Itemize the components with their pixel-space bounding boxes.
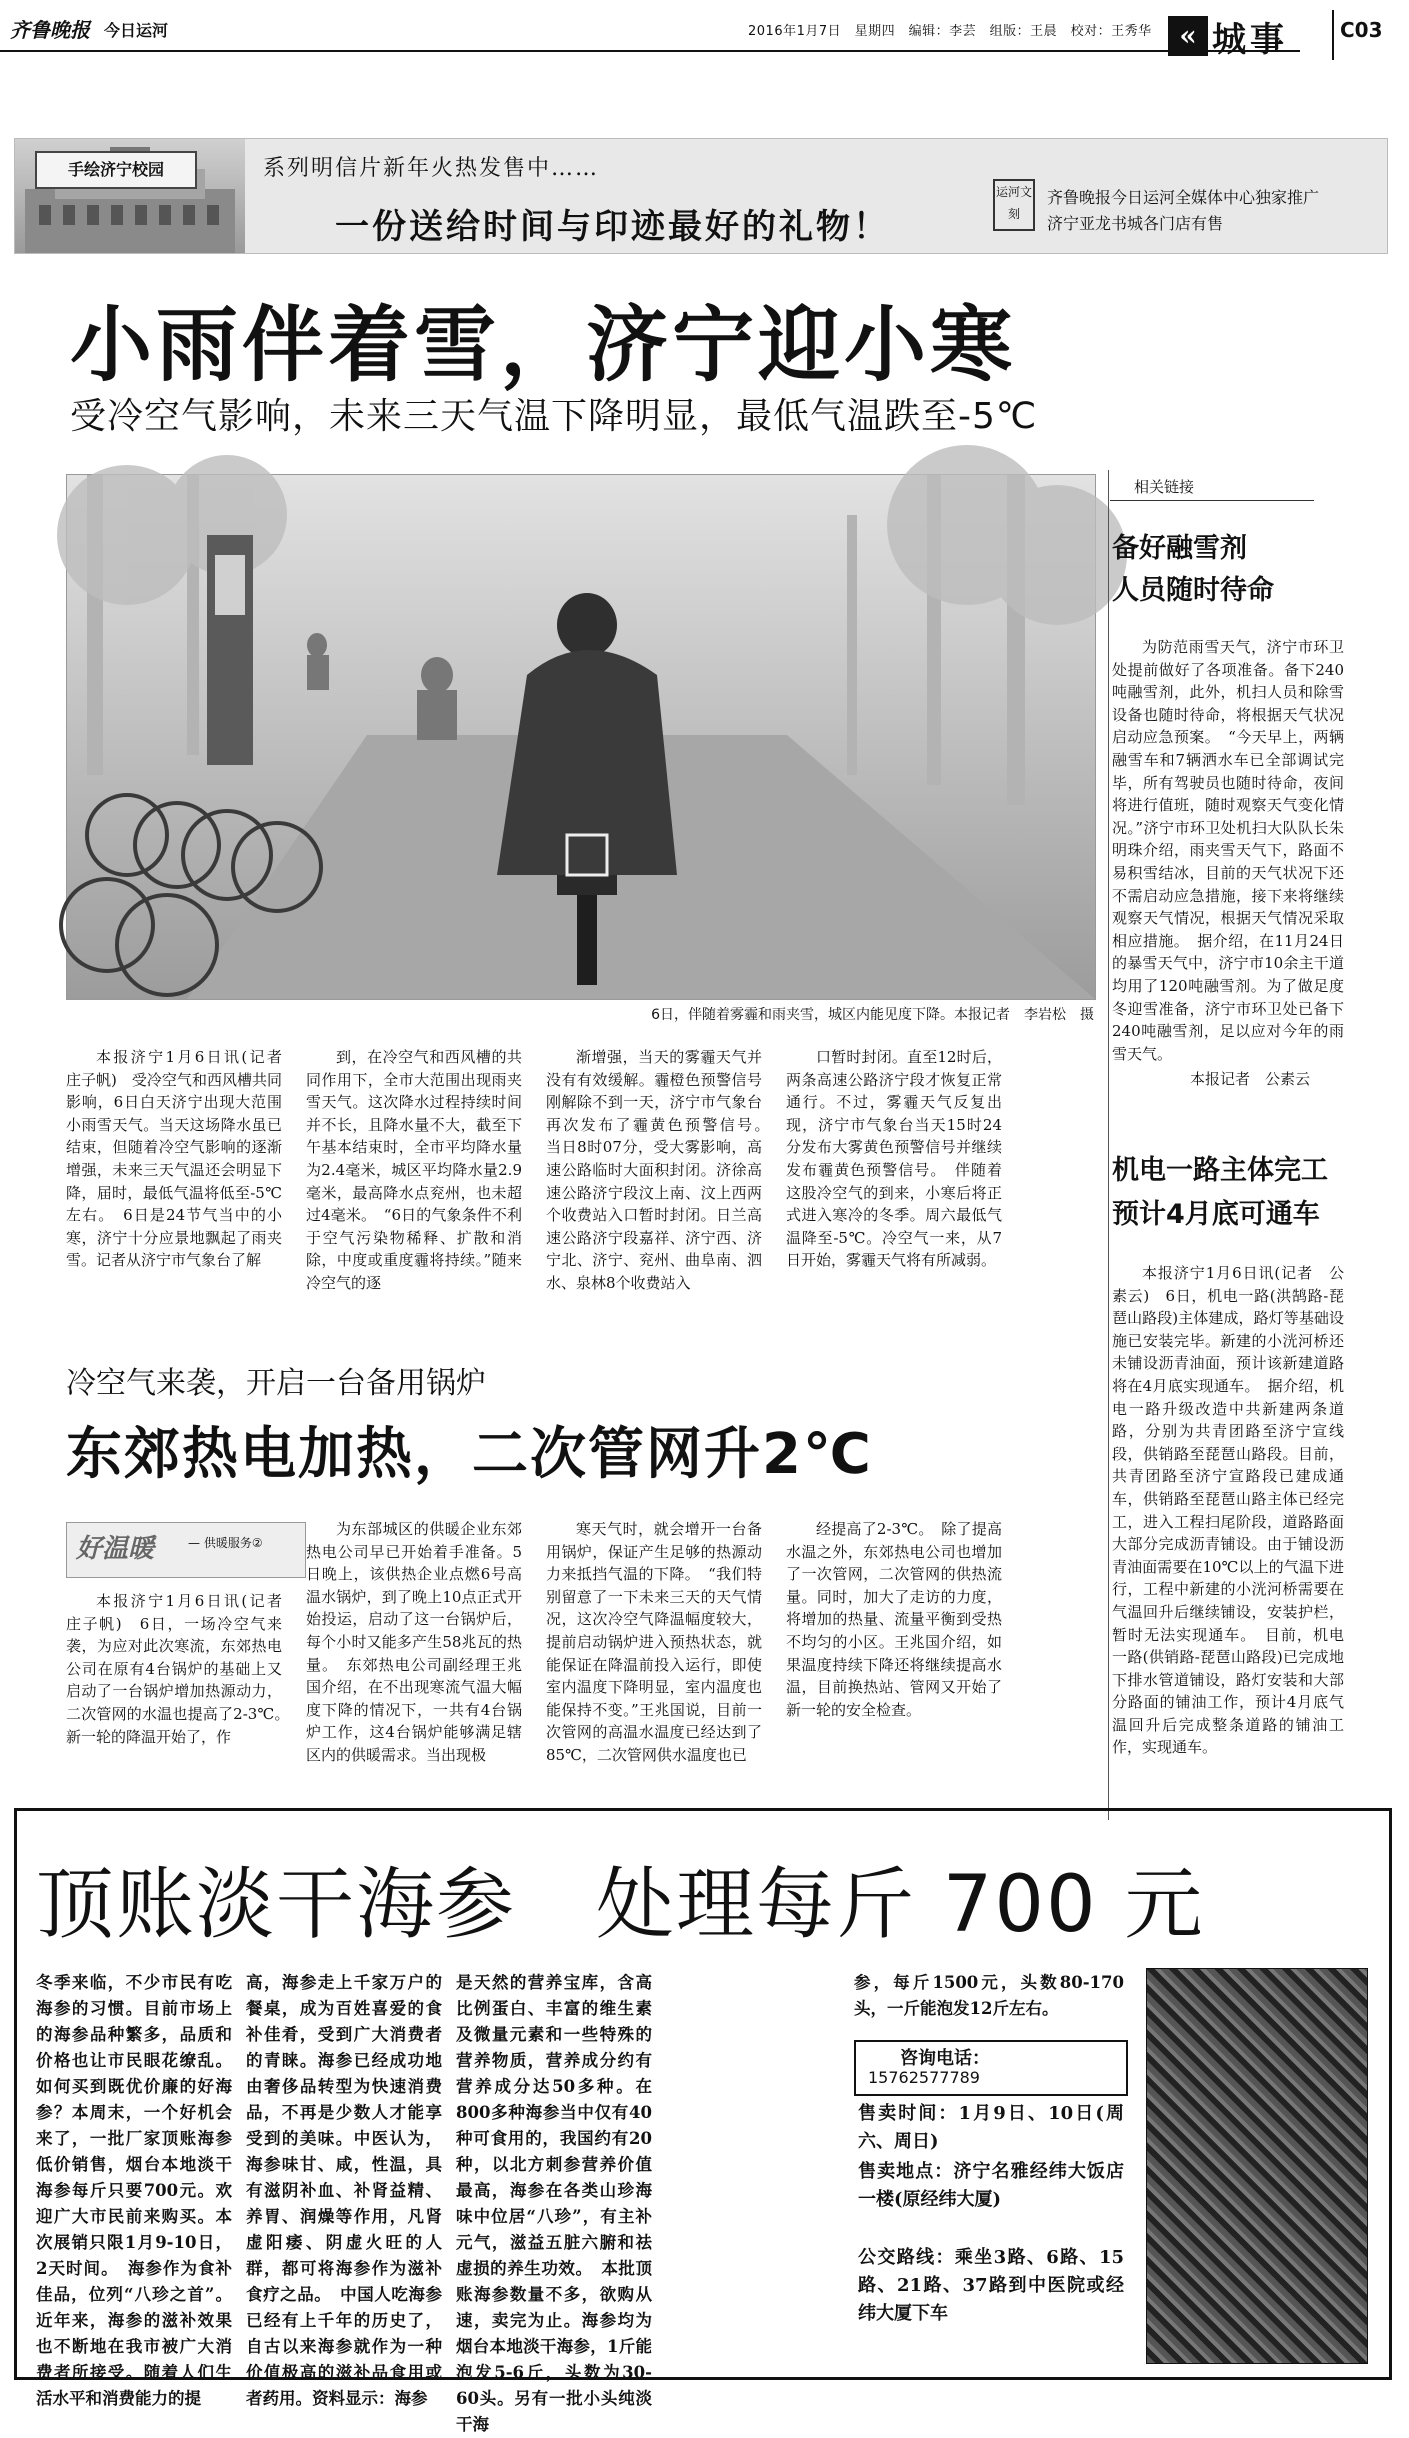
chevron-icon: « [1168, 16, 1208, 56]
main-headline: 小雨伴着雪，济宁迎小寒 [70, 298, 1017, 393]
photo-caption: 6日，伴随着雾霾和雨夹雪，城区内能见度下降。本报记者 李岩松 摄 [651, 1007, 1094, 1023]
ad-phone-number: 15762577789 [868, 2068, 980, 2087]
section-name: 城事 [1212, 20, 1288, 60]
seal-logo: 运河文刻 [993, 179, 1035, 231]
ad-column-3 [456, 1970, 652, 2434]
promo-banner [14, 138, 1388, 254]
banner-line1: 系列明信片新年火热发售中…… [263, 156, 600, 181]
ad-title: 顶账淡干海参 处理每斤 700 元 [36, 1860, 1205, 1950]
newspaper-logo: 齐鲁晚报 [10, 18, 90, 42]
sidebar-story-b-text: 本报济宁1月6日讯(记者 公素云) 6日，机电一路(洪鹄路-琵琶山路段)主体建成，路灯等基础设施已安装完毕。新建的小洸河桥还未铺设沥青油面，预计该新建道路将在4月底实现通车。 据介绍，机电一路升级改造中共新建两条道路，分别为共青团路至济宁宣线段，供销路至琵琶山路段。目前，共青团路至济宁宣路段已建成通车，供销路至琵琶山路主体已经完工，进入工程扫尾阶段，道路路面大部分完成沥青铺设。由于铺设沥青油面需要在10℃以上的气温下进行，工程中新建的小洸河桥需要在气温回升后继续铺设，安装护栏，暂时无法实现通车。 目前，机电一路(供销路-琵琶山路段)已完成地下排水管道铺设，路灯安装和大部分路面的铺油工作，预计4月底气温回升后完成整条道路的铺油工作，实现通车。 [1112, 1264, 1344, 1757]
sidebar-story-a-title-1: 备好融雪剂 [1112, 533, 1247, 564]
ad-column-3-text: 是天然的营养宝库，含高比例蛋白、丰富的维生素及微量元素和一些特殊的营养物质，营养成分约有营养成分达50多种。在800多种海参当中仅有40种可食用的，我国约有20种，以北方刺参营养价值最高，海参在各类山珍海味中位居“八珍”，有主补元气，滋益五脏六腑和祛虚损的养生功效。 本批顶账海参数量不多，欲购从速，卖完为止。海参均为烟台本地淡干海参，1斤能泡发5-6斤，头数为30-60头。另有一批小头纯淡干海 [456, 1973, 652, 2434]
story2-column-1 [66, 1590, 298, 1780]
story2-column-3 [546, 1518, 762, 1780]
ad-sale-place [858, 2158, 1124, 2242]
ad-column-2 [246, 1970, 442, 2408]
story1-column-2-text: 到，在冷空气和西风槽的共同作用下，全市大范围出现雨夹雪天气。这次降水过程持续时间并不长，且降水量不大，截至下午基本结束时，全市平均降水量为2.4毫米，城区平均降水量2.9毫米，最高降水点兖州，也未超过4毫米。 “6日的气象条件不利于空气污染物稀释、扩散和消除，中度或重度霾将持续。”随来冷空气的逐 [306, 1048, 522, 1292]
story1-column-3 [546, 1046, 778, 1316]
ad-column-1-text: 冬季来临，不少市民有吃海参的习惯。目前市场上的海参品种繁多，品质和价格也让市民眼花缭乱。如何买到既优价廉的好海参？本周末，一个好机会来了，一批厂家顶账海参低价销售，烟台本地淡干海参每斤只要700元。欢迎广大市民前来购买。本次展销只限1月9-10日，2天时间。 海参作为食补佳品，位列“八珍之首”。近年来，海参的滋补效果也不断地在我市被广大消费者所接受。随着人们生活水平和消费能力的提 [36, 1973, 232, 2408]
page-number: C03 [1340, 18, 1383, 42]
ad-column-4-intro-text: 参，每斤1500元，头数80-170头，一斤能泡发12斤左右。 [854, 1973, 1124, 2018]
story2-column-2 [306, 1518, 522, 1780]
banner-slogan: 一份送给时间与印迹最好的礼物！ [335, 207, 890, 247]
story1-column-4 [786, 1046, 1002, 1316]
sidebar-story-b-title-2: 预计4月底可通车 [1112, 1199, 1320, 1230]
divider [1332, 10, 1334, 60]
ad-bus-route [858, 2244, 1124, 2356]
sidebar-story-a-text: 为防范雨雪天气，济宁市环卫处提前做好了各项准备。备下240吨融雪剂，此外，机扫人员和除雪设备也随时待命，将根据天气状况启动应急预案。 “今天早上，两辆融雪车和7辆洒水车已全部调试完毕，所有驾驶员也随时待命，夜间将进行值班，随时观察天气变化情况。”济宁市环卫处机扫大队队长朱明珠介绍，雨夹雪天气下，路面不易积雪结冰，目前的天气状况下还不需启动应急措施，接下来将继续观察天气情况，根据天气情况采取相应措施。 据介绍，在11月24日的暴雪天气中，济宁市10余主干道均用了120吨融雪剂。为了做足度冬迎雪准备，济宁市环卫处已备下240吨融雪剂，足以应对今年的雨雪天气。 [1112, 638, 1344, 1063]
story1-column-1 [66, 1046, 298, 1316]
ad-column-4-intro [854, 1970, 1124, 2030]
sidebar-story-a-title-2: 人员随时待命 [1112, 575, 1274, 606]
column-logo-title: 好温暖 [76, 1534, 155, 1564]
ad-sale-time [858, 2100, 1124, 2156]
banner-sales-info: 济宁亚龙书城各门店有售 [1047, 214, 1224, 233]
ad-bus-route-text: 公交路线：乘坐3路、6路、15路、21路、37路到中医院或经纬大厦下车 [858, 2247, 1124, 2324]
story1-column-3-text: 渐增强，当天的雾霾天气并没有有效缓解。霾橙色预警信号刚解除不到一天，济宁市气象台再次发布了霾黄色预警信号。 当日8时07分，受大雾影响，高速公路临时大面积封闭。济徐高速公路济宁段汶上南、汶上西两个收费站入口暂时封闭。日兰高速公路济宁段嘉祥、济宁西、济宁北、济宁、兖州、曲阜南、泗水、泉林8个收费站入 [546, 1048, 778, 1292]
sidebar-story-a-body [1112, 636, 1344, 1063]
story2-kicker: 冷空气来袭，开启一台备用锅炉 [66, 1366, 486, 1401]
cyclist-in-rain-photo [67, 475, 1095, 999]
story2-column-2-text: 为东部城区的供暖企业东郊热电公司早已开始着手准备。5日晚上，该供热企业点燃6号高温水锅炉，到了晚上10点正式开始投运，启动了这一台锅炉后，每个小时又能多产生58兆瓦的热量。 东郊热电公司副经理王兆国介绍，在不出现寒流气温大幅度下降的情况下，一共有4台锅炉工作，这4台锅炉能够满足辖区内的供暖需求。当出现极 [306, 1520, 522, 1764]
edition-name: 今日运河 [104, 21, 169, 40]
story2-headline: 东郊热电加热，二次管网升2℃ [66, 1422, 873, 1487]
ad-sale-time-text: 售卖时间：1月9日、10日(周六、周日) [858, 2103, 1124, 2152]
story2-column-3-text: 寒天气时，就会增开一台备用锅炉，保证产生足够的热源动力来抵挡气温的下降。 “我们特别留意了一下未来三天的天气情况，这次冷空气降温幅度较大，提前启动锅炉进入预热状态，就能保证在降温前投入运行，即使室内温度下降明显，室内温度也能保持不变。”王兆国说，目前一次管网的高温水温度已经达到了85℃，二次管网供水温度也已 [546, 1520, 762, 1764]
news-photo [66, 474, 1096, 1000]
ad-phone-label: 咨询电话： [900, 2048, 990, 2069]
sidebar-story-b-body [1112, 1262, 1344, 1770]
ad-column-1 [36, 1970, 232, 2408]
banner-stamp: 手绘济宁校园 [35, 151, 197, 189]
sea-cucumber-photo [1146, 1968, 1368, 2364]
sidebar-story-a-byline: 本报记者 公素云 [1190, 1070, 1311, 1088]
column-logo-subtitle: — 供暖服务② [188, 1536, 263, 1550]
masthead [0, 0, 1409, 70]
story2-column-4 [786, 1518, 1002, 1780]
dateline: 2016年1月7日 星期四 编辑：李芸 组版：王晨 校对：王秀华 [748, 24, 1152, 39]
ad-sale-place-text: 售卖地点：济宁名雅经纬大饭店一楼(原经纬大厦) [858, 2161, 1124, 2210]
story2-column-1-text: 本报济宁1月6日讯(记者 庄子帆) 6日，一场冷空气来袭，为应对此次寒流，东郊热电公司在原有4台锅炉的基础上又启动了一台锅炉增加热源动力，二次管网的水温也提高了2-3℃。 新一轮的降温开始了，作 [66, 1592, 298, 1746]
sidebar-story-b-title-1: 机电一路主体完工 [1112, 1155, 1328, 1186]
story2-column-4-text: 经提高了2-3℃。 除了提高水温之外，东郊热电公司也增加了一次管网，二次管网的供热流量。同时，加大了走访的力度，将增加的热量、流量平衡到受热不均匀的小区。王兆国介绍，如果温度持续下降还将继续提高水温，目前换热站、管网又开始了新一轮的安全检查。 [786, 1520, 1002, 1719]
header-rule [0, 50, 1300, 52]
ad-column-2-text: 高，海参走上千家万户的餐桌，成为百姓喜爱的食补佳肴，受到广大消费者的青睐。海参已经成功地由奢侈品转型为快速消费品，不再是少数人才能享受到的美味。中医认为，海参味甘、咸，性温，具有滋阴补血、补肾益精、养胃、润燥等作用，凡肾虚阳痿、阴虚火旺的人群，都可将海参作为滋补食疗之品。 中国人吃海参已经有上千年的历史了，自古以来海参就作为一种价值极高的滋补品食用或者药用。资料显示：海参 [246, 1973, 442, 2408]
related-links-label: 相关链接 [1110, 474, 1314, 501]
banner-sponsor: 齐鲁晚报今日运河全媒体中心独家推广 [1047, 188, 1320, 207]
story1-column-1-text: 本报济宁1月6日讯(记者 庄子帆) 受冷空气和西风槽共同影响，6日白天济宁出现大范围小雨雪天气。当天这场降水虽已结束，但随着冷空气影响的逐渐增强，未来三天气温还会明显下降，届时，最低气温将低至-5℃左右。 6日是24节气当中的小寒，济宁十分应景地飘起了雨夹雪。记者从济宁市气象台了解 [66, 1048, 298, 1270]
sidebar-divider [1108, 470, 1109, 1820]
main-subheadline: 受冷空气影响，未来三天气温下降明显，最低气温跌至-5℃ [70, 396, 1038, 437]
story1-column-2 [306, 1046, 522, 1316]
story1-column-4-text: 口暂时封闭。直至12时后，两条高速公路济宁段才恢复正常通行。不过，雾霾天气反复出现，济宁市气象台当天15时24分发布大雾黄色预警信号并继续发布霾黄色预警信号。 伴随着这股冷空气的到来，小寒后将正式进入寒冷的冬季。周六最低气温降至-5℃。冷空气一来，从7日开始，雾霾天气将有所减弱。 [786, 1048, 1002, 1270]
